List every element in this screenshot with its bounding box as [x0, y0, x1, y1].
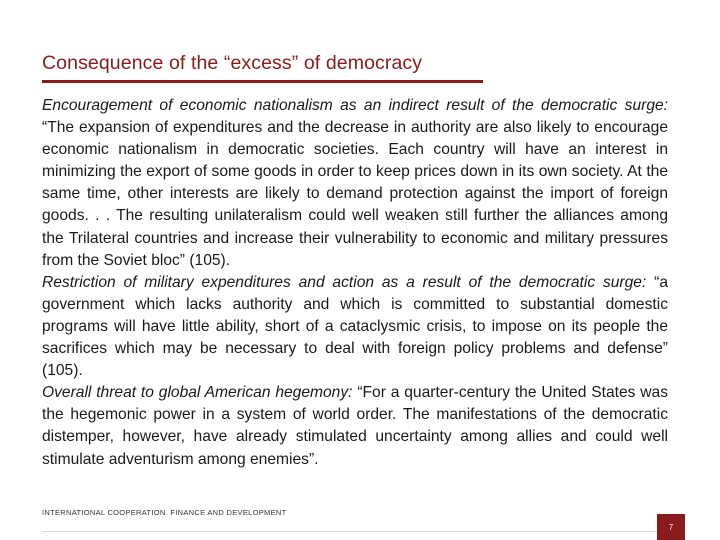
paragraph-text: “The expansion of expenditures and the decrease in authority are also likely to encourage economic nationalism in democratic societies. Each country will have an interest in minimizing the export of some goods in order to keep prices down in its own society. At the same time, other interests are likely to demand protection against the import of foreign goods. . . The resulting unilateralism could well weaken still further the alliances among the Trilateral countries and increase their vulnerability to economic and military pressures from the Soviet bloc” (105).: [42, 119, 668, 269]
slide-title: Consequence of the “excess” of democracy: [42, 52, 423, 74]
slide-body: [42, 95, 668, 471]
page-number: 7: [657, 514, 685, 540]
paragraph-military-restriction: [42, 272, 668, 382]
footer-text: INTERNATIONAL COOPERATION. FINANCE AND DEVELOPMENT: [42, 508, 287, 517]
paragraph-text: “a government which lacks authority and which is committed to substantial domestic programs will have little ability, short of a cataclysmic crisis, to impose on its people the sacrifices which may be necessary to deal with foreign policy problems and defense” (105).: [42, 273, 668, 380]
paragraph-text: “For a quarter-century the United States was the hegemonic power in a system of world order. The manifestations of the democratic distemper, however, have already stimulated uncertainty among allies and could well stimulate adventurism among enemies”.: [42, 384, 669, 468]
paragraph-hegemony-threat: [42, 382, 668, 470]
title-underline: [42, 80, 483, 83]
paragraph-lead: Encouragement of economic nationalism as an indirect result of the democratic surge:: [42, 97, 668, 114]
paragraph-lead: Overall threat to global American hegemony:: [42, 384, 353, 402]
footer-divider: [42, 531, 678, 532]
paragraph-economic-nationalism: [42, 95, 668, 272]
paragraph-lead: Restriction of military expenditures and action as a result of the democratic surge:: [42, 273, 647, 291]
